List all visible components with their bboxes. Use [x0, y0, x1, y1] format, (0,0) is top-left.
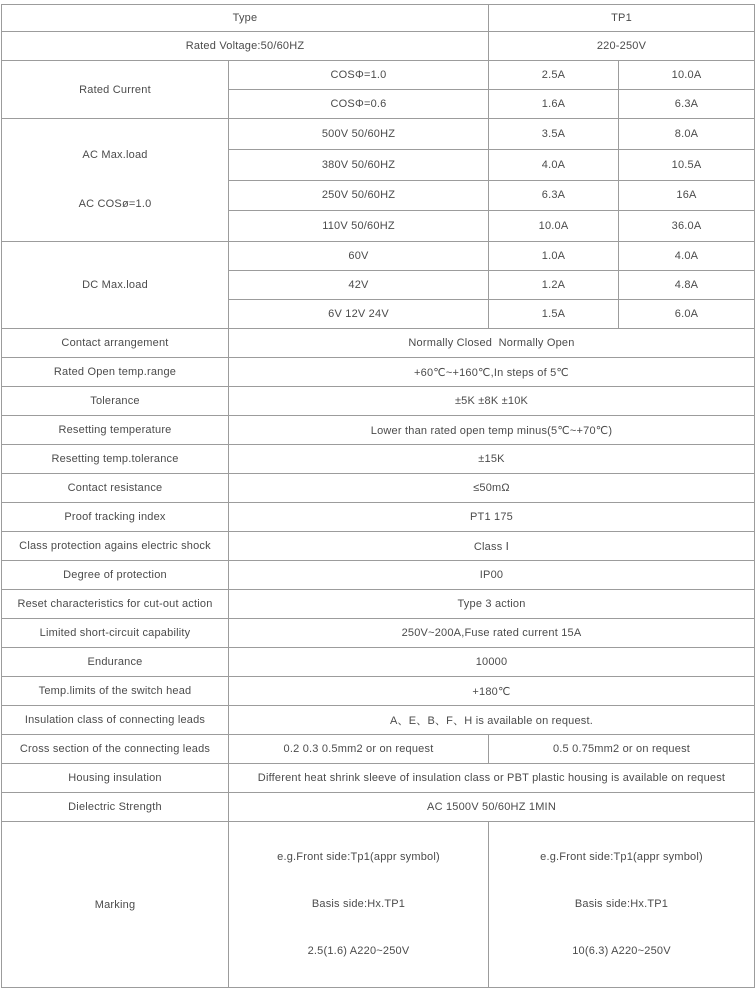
type-value: TP1 — [489, 5, 755, 32]
row-dc-60v — [2, 242, 755, 271]
row-rated-open-temp-range — [2, 358, 755, 387]
dc-cond-42v: 42V — [229, 271, 489, 300]
marking-b-rating: 10(6.3) A220~250V — [572, 945, 671, 957]
dc-max-load-label: DC Max.load — [2, 242, 229, 329]
rated-current-tp1a-2: 1.6A — [489, 90, 619, 119]
row-cross-section-leads — [2, 735, 755, 764]
dc-tp1a-42v: 1.2A — [489, 271, 619, 300]
dc-tp1a-60v: 1.0A — [489, 242, 619, 271]
marking-label: Marking — [2, 822, 229, 988]
tolerance-value: ±5K ±8K ±10K — [229, 387, 755, 416]
rated-voltage-label: Rated Voltage:50/60HZ — [2, 32, 489, 61]
proof-tracking-index-value: PT1 175 — [229, 503, 755, 532]
marking-b-basis-side: Basis side:Hx.TP1 — [574, 898, 669, 910]
rated-current-tp1b-2: 6.3A — [619, 90, 755, 119]
row-marking — [2, 822, 755, 988]
rated-current-tp1b-1: 10.0A — [619, 61, 755, 90]
marking-b-front-side: e.g.Front side:Tp1(appr symbol) — [540, 851, 703, 863]
row-contact-resistance — [2, 474, 755, 503]
spec-table — [1, 4, 755, 988]
ac-tp1a-250v: 6.3A — [489, 180, 619, 211]
row-degree-of-protection — [2, 561, 755, 590]
row-insulation-class-leads — [2, 706, 755, 735]
row-rated-voltage — [2, 32, 755, 61]
row-ac-500v — [2, 119, 755, 150]
endurance-label: Endurance — [2, 648, 229, 677]
reset-characteristics-value: Type 3 action — [229, 590, 755, 619]
dc-tp1a-6-12-24v: 1.5A — [489, 300, 619, 329]
ac-cond-500v: 500V 50/60HZ — [229, 119, 489, 150]
limited-short-circuit-value: 250V~200A,Fuse rated current 15A — [229, 619, 755, 648]
row-contact-arrangement — [2, 329, 755, 358]
row-type — [2, 5, 755, 32]
dielectric-strength-label: Dielectric Strength — [2, 793, 229, 822]
row-rated-current-cos1 — [2, 61, 755, 90]
row-limited-short-circuit — [2, 619, 755, 648]
rated-current-tp1a-1: 2.5A — [489, 61, 619, 90]
row-class-protection — [2, 532, 755, 561]
cross-section-leads-label: Cross section of the connecting leads — [2, 735, 229, 764]
contact-resistance-label: Contact resistance — [2, 474, 229, 503]
contact-arrangement-label: Contact arrangement — [2, 329, 229, 358]
dc-tp1b-60v: 4.0A — [619, 242, 755, 271]
temp-limits-switch-head-value: +180℃ — [229, 677, 755, 706]
ac-tp1b-250v: 16A — [619, 180, 755, 211]
ac-tp1b-500v: 8.0A — [619, 119, 755, 150]
ac-max-load-label-line2: AC COSø=1.0 — [78, 198, 152, 210]
rated-open-temp-range-value: +60℃~+160℃,In steps of 5℃ — [229, 358, 755, 387]
endurance-value: 10000 — [229, 648, 755, 677]
row-resetting-temp-tolerance — [2, 445, 755, 474]
degree-of-protection-label: Degree of protection — [2, 561, 229, 590]
limited-short-circuit-label: Limited short-circuit capability — [2, 619, 229, 648]
ac-tp1a-110v: 10.0A — [489, 211, 619, 242]
contact-arrangement-value: Normally Closed Normally Open — [229, 329, 755, 358]
class-protection-label: Class protection agains electric shock — [2, 532, 229, 561]
row-dielectric-strength — [2, 793, 755, 822]
dc-tp1b-42v: 4.8A — [619, 271, 755, 300]
ac-tp1a-500v: 3.5A — [489, 119, 619, 150]
degree-of-protection-value: IP00 — [229, 561, 755, 590]
reset-characteristics-label: Reset characteristics for cut-out action — [2, 590, 229, 619]
row-resetting-temperature — [2, 416, 755, 445]
resetting-temp-tolerance-label: Resetting temp.tolerance — [2, 445, 229, 474]
proof-tracking-index-label: Proof tracking index — [2, 503, 229, 532]
ac-tp1b-110v: 36.0A — [619, 211, 755, 242]
dc-cond-60v: 60V — [229, 242, 489, 271]
insulation-class-leads-value: A、E、B、F、H is available on request. — [229, 706, 755, 735]
resetting-temperature-value: Lower than rated open temp minus(5℃~+70℃) — [229, 416, 755, 445]
marking-a-front-side: e.g.Front side:Tp1(appr symbol) — [277, 851, 440, 863]
housing-insulation-label: Housing insulation — [2, 764, 229, 793]
ac-cond-250v: 250V 50/60HZ — [229, 180, 489, 211]
marking-a-basis-side: Basis side:Hx.TP1 — [311, 898, 406, 910]
rated-voltage-value: 220-250V — [489, 32, 755, 61]
ac-max-load-label-line1: AC Max.load — [82, 149, 148, 161]
rated-open-temp-range-label: Rated Open temp.range — [2, 358, 229, 387]
marking-variant-b — [489, 822, 755, 988]
marking-a-rating: 2.5(1.6) A220~250V — [307, 945, 410, 957]
tolerance-label: Tolerance — [2, 387, 229, 416]
ac-cond-110v: 110V 50/60HZ — [229, 211, 489, 242]
rated-current-cond-1: COSΦ=1.0 — [229, 61, 489, 90]
resetting-temperature-label: Resetting temperature — [2, 416, 229, 445]
resetting-temp-tolerance-value: ±15K — [229, 445, 755, 474]
cross-section-value-b: 0.5 0.75mm2 or on request — [489, 735, 755, 764]
class-protection-value: Class Ⅰ — [229, 532, 755, 561]
dc-tp1b-6-12-24v: 6.0A — [619, 300, 755, 329]
row-proof-tracking-index — [2, 503, 755, 532]
row-tolerance — [2, 387, 755, 416]
ac-tp1a-380v: 4.0A — [489, 149, 619, 180]
cross-section-value-a: 0.2 0.3 0.5mm2 or on request — [229, 735, 489, 764]
row-reset-characteristics — [2, 590, 755, 619]
row-endurance — [2, 648, 755, 677]
type-label: Type — [2, 5, 489, 32]
ac-max-load-label — [2, 119, 229, 242]
rated-current-cond-2: COSΦ=0.6 — [229, 90, 489, 119]
housing-insulation-value: Different heat shrink sleeve of insulation class or PBT plastic housing is available on request — [229, 764, 755, 793]
temp-limits-switch-head-label: Temp.limits of the switch head — [2, 677, 229, 706]
insulation-class-leads-label: Insulation class of connecting leads — [2, 706, 229, 735]
row-temp-limits-switch-head — [2, 677, 755, 706]
row-housing-insulation — [2, 764, 755, 793]
dc-cond-6-12-24v: 6V 12V 24V — [229, 300, 489, 329]
contact-resistance-value: ≤50mΩ — [229, 474, 755, 503]
ac-tp1b-380v: 10.5A — [619, 149, 755, 180]
marking-variant-a — [229, 822, 489, 988]
dielectric-strength-value: AC 1500V 50/60HZ 1MIN — [229, 793, 755, 822]
rated-current-label: Rated Current — [2, 61, 229, 119]
ac-cond-380v: 380V 50/60HZ — [229, 149, 489, 180]
